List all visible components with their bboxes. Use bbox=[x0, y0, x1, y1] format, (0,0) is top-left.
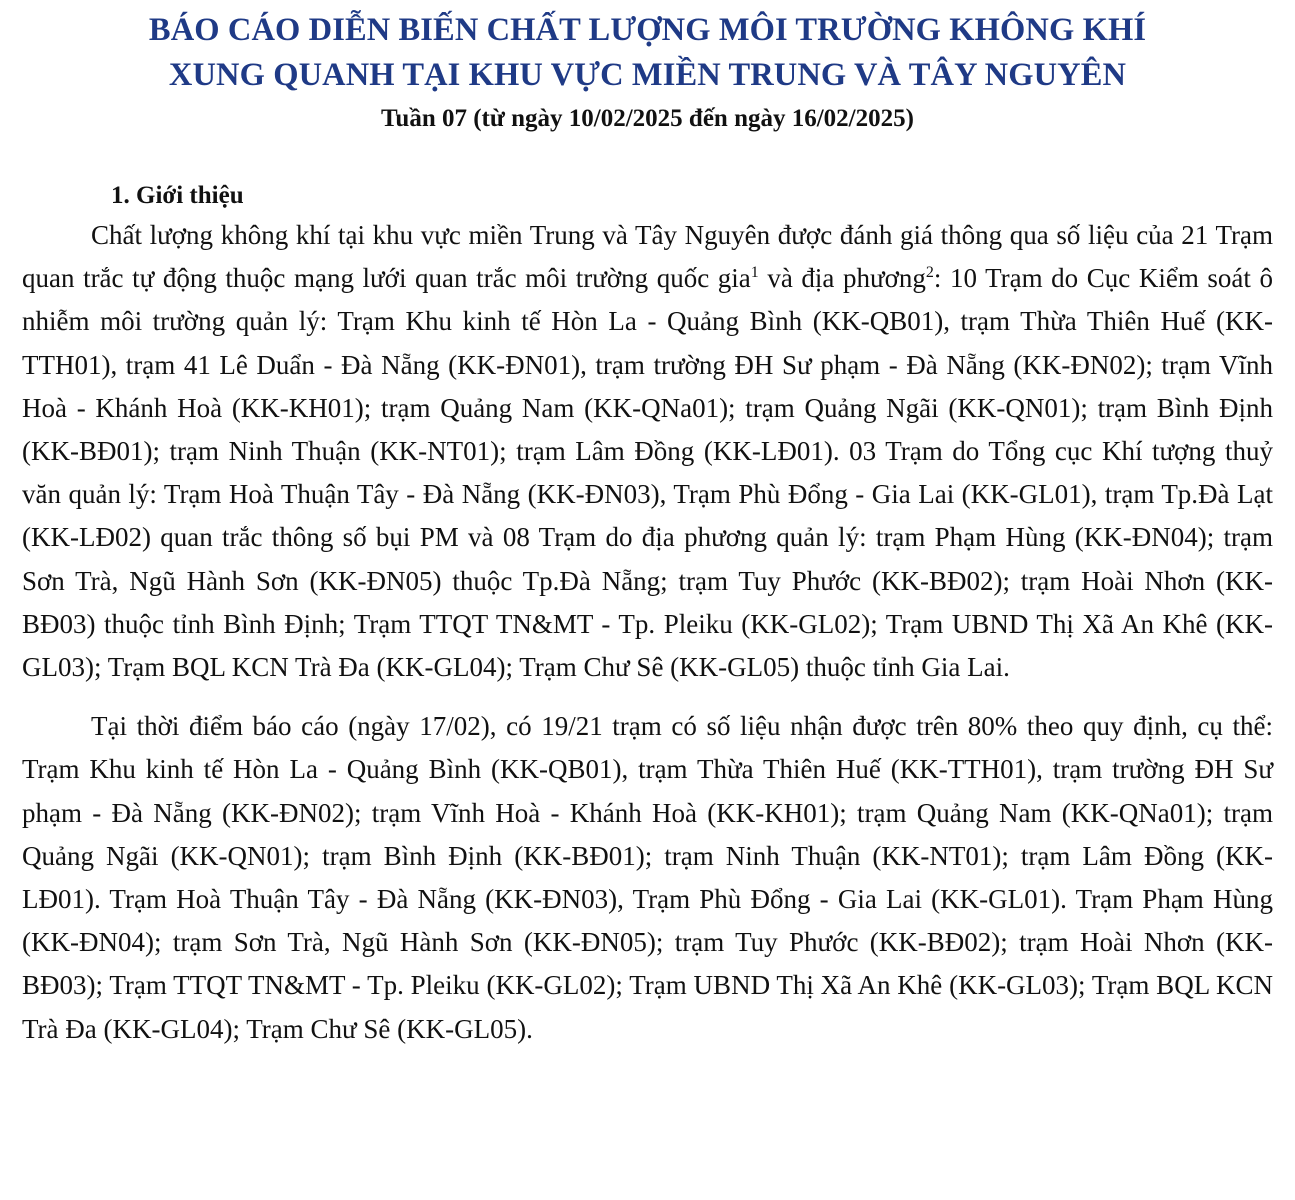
paragraph-1-text-c: : 10 Trạm do Cục Kiểm soát ô nhiễm môi trường quản lý: Trạm Khu kinh tế Hòn La - Quảng Bình (KK-QB01), trạm Thừa Thiên Huế (KK-TTH01), trạm 41 Lê Duẩn - Đà Nẵng (KK-ĐN01), trạm trường ĐH Sư phạm - Đà Nẵng (KK-ĐN02); trạm Vĩnh Hoà - Khánh Hoà (KK-KH01); trạm Quảng Nam (KK-QNa01); trạm Quảng Ngãi (KK-QN01); trạm Bình Định (KK-BĐ01); trạm Ninh Thuận (KK-NT01); trạm Lâm Đồng (KK-LĐ01). 03 Trạm do Tổng cục Khí tượng thuỷ văn quản lý: Trạm Hoà Thuận Tây - Đà Nẵng (KK-ĐN03), Trạm Phù Đổng - Gia Lai (KK-GL01), trạm Tp.Đà Lạt (KK-LĐ02) quan trắc thông số bụi PM và 08 Trạm do địa phương quản lý: trạm Phạm Hùng (KK-ĐN04); trạm Sơn Trà, Ngũ Hành Sơn (KK-ĐN05) thuộc Tp.Đà Nẵng; trạm Tuy Phước (KK-BĐ02); trạm Hoài Nhơn (KK-BĐ03) thuộc tỉnh Bình Định; Trạm TTQT TN&MT - Tp. Pleiku (KK-GL02); Trạm UBND Thị Xã An Khê (KK-GL03); Trạm BQL KCN Trà Đa (KK-GL04); Trạm Chư Sê (KK-GL05) thuộc tỉnh Gia Lai. bbox=[22, 263, 1273, 683]
footnote-marker-2[interactable]: 2 bbox=[925, 264, 934, 282]
introduction-paragraph-2: Tại thời điểm báo cáo (ngày 17/02), có 19/21 trạm có số liệu nhận được trên 80% theo quy định, cụ thể: Trạm Khu kinh tế Hòn La - Quảng Bình (KK-QB01), trạm Thừa Thiên Huế (KK-TTH01), trạm trường ĐH Sư phạm - Đà Nẵng (KK-ĐN02); trạm Vĩnh Hoà - Khánh Hoà (KK-KH01); trạm Quảng Nam (KK-QNa01); trạm Quảng Ngãi (KK-QN01); trạm Bình Định (KK-BĐ01); trạm Ninh Thuận (KK-NT01); trạm Lâm Đồng (KK-LĐ01). Trạm Hoà Thuận Tây - Đà Nẵng (KK-ĐN03), Trạm Phù Đổng - Gia Lai (KK-GL01). Trạm Phạm Hùng (KK-ĐN04); trạm Sơn Trà, Ngũ Hành Sơn (KK-ĐN05); trạm Tuy Phước (KK-BĐ02); trạm Hoài Nhơn (KK-BĐ03); Trạm TTQT TN&MT - Tp. Pleiku (KK-GL02); Trạm UBND Thị Xã An Khê (KK-GL03); Trạm BQL KCN Trà Đa (KK-GL04); Trạm Chư Sê (KK-GL05). bbox=[22, 711, 1273, 1044]
introduction-paragraph-1 bbox=[22, 214, 1273, 689]
paragraph-1-text-b: và địa phương bbox=[758, 263, 926, 294]
report-title bbox=[22, 8, 1273, 98]
report-week-subtitle: Tuần 07 (từ ngày 10/02/2025 đến ngày 16/02/2025) bbox=[381, 105, 914, 132]
report-title-line-2: XUNG QUANH TẠI KHU VỰC MIỀN TRUNG VÀ TÂY NGUYÊN bbox=[168, 57, 1127, 93]
section-heading-introduction: 1. Giới thiệu bbox=[111, 182, 244, 209]
report-title-line-1: BÁO CÁO DIỄN BIẾN CHẤT LƯỢNG MÔI TRƯỜNG KHÔNG KHÍ bbox=[148, 12, 1147, 48]
paragraph-1-text-a: Chất lượng không khí tại khu vực miền Trung và Tây Nguyên được đánh giá thông qua số liệu của 21 Trạm quan trắc tự động thuộc mạng lưới quan trắc môi trường quốc gia bbox=[22, 220, 1273, 294]
footnote-marker-1[interactable]: 1 bbox=[750, 264, 759, 282]
